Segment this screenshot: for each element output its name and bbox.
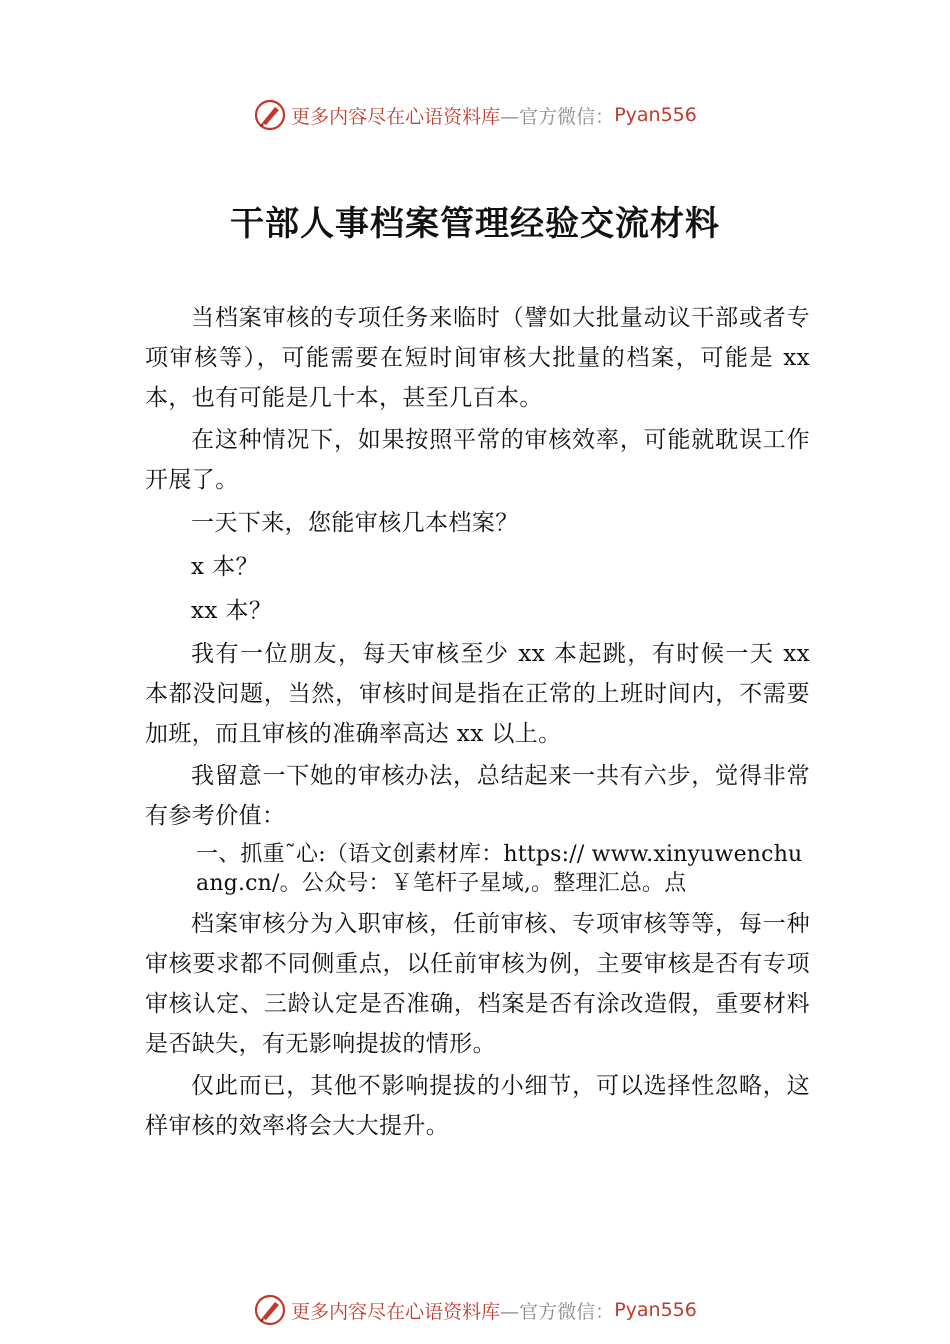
quill-logo-icon [253,98,287,132]
paragraph: x 本？ [191,554,259,580]
paragraph: 仅此而已，其他不影响提拔的小细节，可以选择性忽略，这样审核的效率将会大大提升。 [145,1073,810,1139]
banner-secondary-text: —官方微信： [500,1300,615,1323]
paragraph: 我留意一下她的审核办法，总结起来一共有六步，觉得非常有参考价值： [145,763,810,829]
banner-secondary-text: —官方微信： [500,105,615,128]
paragraph: 一天下来，您能审核几本档案？ [191,510,519,536]
banner-account: Pyan556 [614,1299,697,1321]
paragraph: 当档案审核的专项任务来临时（譬如大批量动议干部或者专项审核等），可能需要在短时间审核大批量的档案，可能是 xx 本，也有可能是几十本，甚至几百本。 [145,305,810,411]
banner-account: Pyan556 [614,104,697,126]
paragraph: 档案审核分为入职审核，任前审核、专项审核等等，每一种审核要求都不同侧重点，以任前审核为例，主要审核是否有专项审核认定、三龄认定是否准确，档案是否有涂改造假，重要材料是否缺失，有无影响提拔的情形。 [145,911,810,1057]
banner-primary-text: 更多内容尽在心语资料库 [291,1300,501,1323]
document-body [145,298,810,1146]
paragraph: xx 本？ [191,598,273,624]
footer-banner [0,1290,950,1330]
section-heading: 一、抓重˜心:（语文创素材库：https:// www.xinyuwenchuang.cn/。公众号：￥笔杆子星域,。整理汇总。点 [196,842,803,896]
paragraph: 在这种情况下，如果按照平常的审核效率，可能就耽误工作开展了。 [145,427,810,493]
paragraph: 我有一位朋友，每天审核至少 xx 本起跳，有时候一天 xx 本都没问题，当然，审核时间是指在正常的上班时间内，不需要加班，而且审核的准确率高达 xx 以上。 [145,641,810,747]
header-banner [0,95,950,135]
quill-logo-icon [253,1293,287,1327]
banner-primary-text: 更多内容尽在心语资料库 [291,105,501,128]
document-title: 干部人事档案管理经验交流材料 [230,204,720,244]
